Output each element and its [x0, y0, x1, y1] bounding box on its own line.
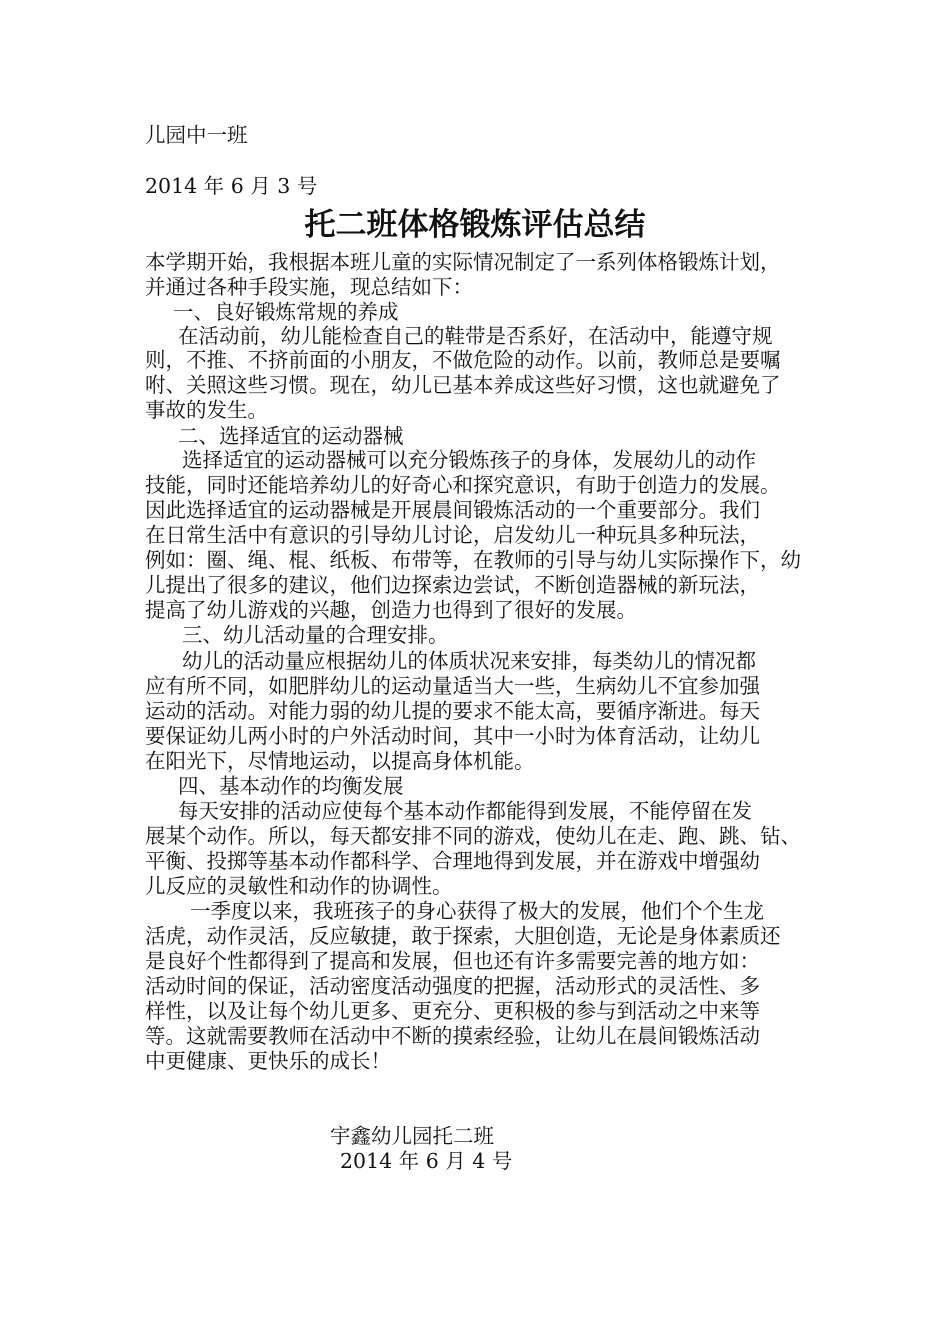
body-line: 等。这就需要教师在活动中不断的摸索经验，让幼儿在晨间锻炼活动 — [145, 1024, 760, 1048]
body-line: 咐、关照这些习惯。现在，幼儿已基本养成这些好习惯，这也就避免了 — [145, 373, 781, 397]
section-heading: 三、幼儿活动量的合理安排。 — [182, 623, 449, 647]
body-line: 是良好个性都得到了提高和发展，但也还有许多需要完善的地方如： — [145, 949, 760, 973]
body-line: 选择适宜的运动器械可以充分锻炼孩子的身体，发展幼儿的动作 — [182, 448, 756, 472]
body-line: 幼儿的活动量应根据幼儿的体质状况来安排，每类幼儿的情况都 — [182, 649, 756, 673]
body-line: 运动的活动。对能力弱的幼儿提的要求不能太高，要循序渐进。每天 — [145, 699, 760, 723]
signature-date: 2014 年 6 月 4 号 — [340, 1149, 513, 1173]
body-line: 应有所不同，如肥胖幼儿的运动量适当大一些，生病幼儿不宜参加强 — [145, 674, 760, 698]
body-line: 因此选择适宜的运动器械是开展晨间锻炼活动的一个重要部分。我们 — [145, 498, 760, 522]
body-line: 一季度以来，我班孩子的身心获得了极大的发展，他们个个生龙 — [190, 899, 764, 923]
body-line: 事故的发生。 — [145, 398, 268, 422]
body-line: 平衡、投掷等基本动作都科学、合理地得到发展，并在游戏中增强幼 — [145, 849, 760, 873]
document-title: 托二班体格锻炼评估总结 — [304, 207, 646, 243]
body-line: 并通过各种手段实施，现总结如下： — [145, 275, 473, 299]
body-line: 技能，同时还能培养幼儿的好奇心和探究意识，有助于创造力的发展。 — [145, 473, 781, 497]
body-line: 儿提出了很多的建议，他们边探索边尝试，不断创造器械的新玩法， — [145, 573, 760, 597]
body-line: 则，不推、不挤前面的小朋友，不做危险的动作。以前，教师总是要嘱 — [145, 348, 781, 372]
body-line: 要保证幼儿两小时的户外活动时间，其中一小时为体育活动，让幼儿 — [145, 724, 760, 748]
body-line: 活虎，动作灵活，反应敏捷，敢于探索，大胆创造，无论是身体素质还 — [145, 924, 781, 948]
body-line: 儿反应的灵敏性和动作的协调性。 — [145, 874, 453, 898]
body-line: 在活动前，幼儿能检查自己的鞋带是否系好，在活动中，能遵守规 — [178, 324, 773, 348]
body-line: 提高了幼儿游戏的兴趣，创造力也得到了很好的发展。 — [145, 598, 637, 622]
body-line: 例如：圈、绳、棍、纸板、布带等，在教师的引导与幼儿实际操作下，幼 — [145, 548, 801, 572]
body-line: 样性，以及让每个幼儿更多、更充分、更积极的参与到活动之中来等 — [145, 999, 760, 1023]
body-line: 展某个动作。所以，每天都安排不同的游戏，使幼儿在走、跑、跳、钻、 — [145, 824, 801, 848]
body-line: 每天安排的活动应使每个基本动作都能得到发展，不能停留在发 — [178, 799, 752, 823]
header-class-name: 儿园中一班 — [145, 123, 248, 147]
body-line: 在日常生活中有意识的引导幼儿讨论，启发幼儿一种玩具多种玩法， — [145, 523, 760, 547]
section-heading: 四、基本动作的均衡发展 — [178, 774, 404, 798]
header-date: 2014 年 6 月 3 号 — [145, 174, 318, 198]
body-line: 本学期开始，我根据本班儿童的实际情况制定了一系列体格锻炼计划， — [145, 250, 781, 274]
body-line: 在阳光下，尽情地运动，以提高身体机能。 — [145, 749, 535, 773]
signature-org: 宇鑫幼儿园托二班 — [330, 1124, 494, 1148]
body-line: 中更健康、更快乐的成长！ — [145, 1049, 391, 1073]
section-heading: 一、良好锻炼常规的养成 — [173, 300, 399, 324]
body-line: 活动时间的保证，活动密度活动强度的把握，活动形式的灵活性、多 — [145, 974, 760, 998]
section-heading: 二、选择适宜的运动器械 — [178, 424, 404, 448]
